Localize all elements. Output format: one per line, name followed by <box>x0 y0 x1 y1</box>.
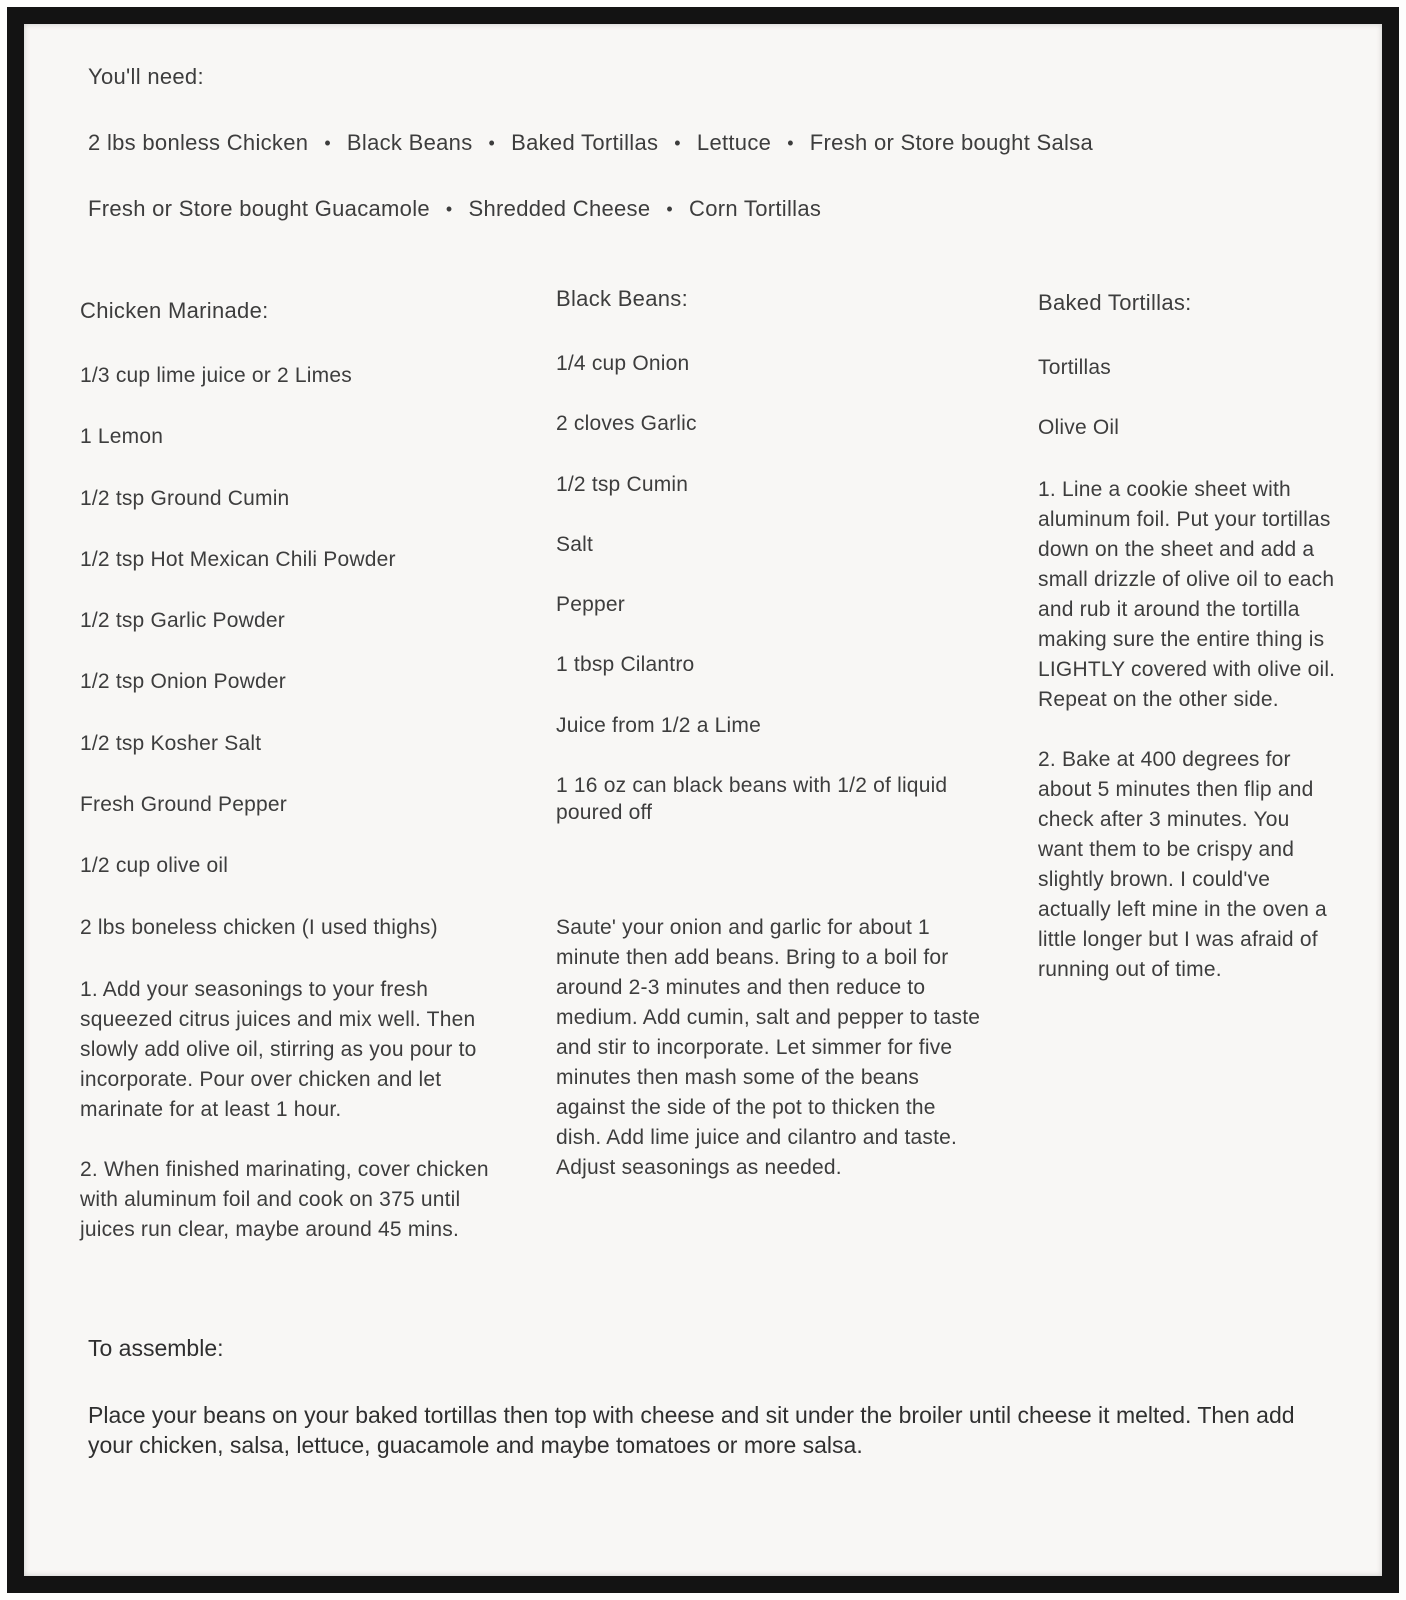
ingredient-item: Corn Tortillas <box>689 196 822 221</box>
list-item: 1 tbsp Cilantro <box>556 653 695 677</box>
section-chicken-marinade <box>80 298 528 1275</box>
ingredient-item: Baked Tortillas <box>511 130 659 155</box>
list-item: 1/2 cup olive oil <box>80 854 229 878</box>
list-item: 2 lbs boneless chicken (I used thighs) <box>80 915 438 939</box>
ingredient-item: 2 lbs bonless Chicken <box>88 130 309 155</box>
recipe-columns <box>80 286 1336 1275</box>
assembly-instructions: Place your beans on your baked tortillas then top with cheese and sit under the broiler until cheese it melted. Then add your chicken, salsa, lettuce, guacamole and maybe tomatoes or more salsa. <box>88 1402 1295 1459</box>
list-item: 1/4 cup Onion <box>556 352 690 375</box>
list-item: 1/2 tsp Hot Mexican Chili Powder <box>80 547 396 571</box>
bullet-separator: • <box>787 133 794 153</box>
ingredients-header <box>80 64 1336 222</box>
list-item: 2 cloves Garlic <box>556 412 697 436</box>
ingredient-line-2 <box>88 196 1336 222</box>
instruction-step: 2. When finished marinating, cover chicken with aluminum foil and cook on 375 until juices run clear, maybe around 45 mins. <box>80 1158 489 1242</box>
section-title: Chicken Marinade: <box>80 298 269 323</box>
assembly-footer <box>80 1335 1336 1461</box>
list-item: Olive Oil <box>1038 416 1120 440</box>
list-item: 1/2 tsp Garlic Powder <box>80 609 285 633</box>
list-item: Tortillas <box>1038 356 1111 379</box>
ingredient-item: Fresh or Store bought Guacamole <box>88 196 430 221</box>
list-item: 1 Lemon <box>80 425 164 449</box>
recipe-page <box>7 7 1399 1593</box>
instruction-step: 2. Bake at 400 degrees for about 5 minutes then flip and check after 3 minutes. You want them to be crispy and slightly brown. I could've actually left mine in the oven a little longer but I was afraid of running out of time. <box>1038 747 1327 981</box>
list-item: Salt <box>556 532 593 556</box>
instruction-step: 1. Add your seasonings to your fresh squeezed citrus juices and mix well. Then slowly add olive oil, stirring as you pour to incorporate. Pour over chicken and let marinate for at least 1 hour. <box>80 977 477 1122</box>
to-assemble-title: To assemble: <box>88 1335 224 1362</box>
bullet-separator: • <box>674 133 681 153</box>
ingredient-item: Fresh or Store bought Salsa <box>809 130 1094 155</box>
youll-need-title: You'll need: <box>88 64 204 89</box>
list-item: 1/2 tsp Kosher Salt <box>80 731 262 755</box>
section-title: Baked Tortillas: <box>1038 290 1192 315</box>
list-item: 1/3 cup lime juice or 2 Limes <box>80 364 352 387</box>
section-baked-tortillas <box>1034 290 1336 1275</box>
bullet-separator: • <box>666 199 673 219</box>
list-item: 1 16 oz can black beans with 1/2 of liquid poured off <box>556 774 948 825</box>
list-item: Pepper <box>556 593 625 617</box>
bullet-separator: • <box>488 133 496 153</box>
ingredient-item: Lettuce <box>696 130 772 155</box>
ingredient-item: Black Beans <box>346 130 473 155</box>
list-item: 1/2 tsp Onion Powder <box>80 670 286 694</box>
ingredient-line-1 <box>88 130 1336 156</box>
list-item: Fresh Ground Pepper <box>80 793 287 817</box>
section-black-beans <box>556 286 1006 1275</box>
section-title: Black Beans: <box>556 286 689 311</box>
list-item: Juice from 1/2 a Lime <box>556 713 761 737</box>
ingredient-item: Shredded Cheese <box>468 196 651 221</box>
bullet-separator: • <box>324 133 331 153</box>
instruction-step: Saute' your onion and garlic for about 1 minute then add beans. Bring to a boil for around 2-3 minutes and then reduce to medium. Add cumin, salt and pepper to taste and stir to incorporate. Let simmer for five minutes then mash some of the beans against the side of the pot to thicken the dish. Add lime juice and cilantro and taste. Adjust seasonings as needed. <box>556 915 981 1179</box>
bullet-separator: • <box>445 199 453 219</box>
list-item: 1/2 tsp Cumin <box>556 472 689 496</box>
list-item: 1/2 tsp Ground Cumin <box>80 486 290 510</box>
instruction-step: 1. Line a cookie sheet with aluminum foil. Put your tortillas down on the sheet and add a small drizzle of olive oil to each and rub it around the tortilla making sure the entire thing is LIGHTLY covered with olive oil. Repeat on the other side. <box>1038 477 1336 711</box>
